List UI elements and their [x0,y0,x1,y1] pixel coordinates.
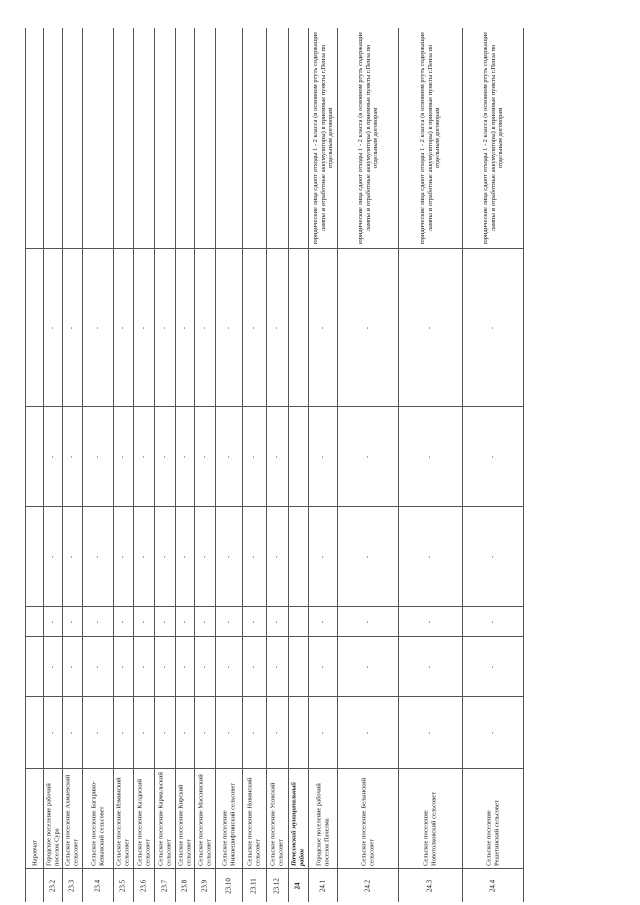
name-cell-text: Сельское поселение Усовский сельсовет [269,782,284,866]
note-cell [26,28,43,248]
value-cell-text: - [224,326,232,329]
value-cell [62,406,82,506]
name-cell [62,768,82,868]
value-cell [288,248,308,406]
value-cell-text: - [363,665,371,668]
value-cell-text: - [93,620,101,623]
table-row [82,28,114,902]
value-cell [154,406,175,506]
number-cell-text: 23.7 [159,879,168,892]
value-cell-text: - [250,455,258,458]
value-cell [215,506,242,606]
value-cell [194,406,215,506]
value-cell [43,248,62,406]
table-row [62,28,83,902]
table-row [288,28,309,902]
value-cell [266,696,288,768]
value-cell [194,606,215,636]
value-cell [462,606,523,636]
name-cell [242,768,266,868]
value-cell [242,506,266,606]
value-cell-text: - [180,326,188,329]
value-cell-text: - [160,731,168,734]
value-cell [288,506,308,606]
value-cell-text: - [224,731,232,734]
value-cell [82,248,113,406]
value-cell [242,696,266,768]
number-cell [398,868,462,902]
table-row [43,28,63,902]
value-cell-text: - [180,665,188,668]
value-cell [113,406,133,506]
name-cell [82,768,113,868]
number-cell-text: 23.10 [223,877,232,894]
table-row [308,28,338,902]
name-cell-text: Сельское поселение Изминский сельсовет [115,776,130,866]
value-cell-text: - [119,326,127,329]
name-cell-text: Сельское поселение Массинский сельсовет [197,773,212,866]
table-row [462,28,524,902]
value-cell-text: - [93,555,101,558]
value-cell [175,606,194,636]
value-cell [242,636,266,696]
value-cell-text: - [139,326,147,329]
value-cell [26,506,43,606]
value-cell [62,636,82,696]
value-cell-text: - [93,731,101,734]
value-cell-text: - [200,455,208,458]
value-cell-text: - [426,620,434,623]
value-cell [242,606,266,636]
name-cell-text: Наровчат [30,839,38,866]
value-cell-text: - [250,731,258,734]
value-cell-text: - [488,555,496,558]
number-cell [154,868,175,902]
value-cell-text: - [139,455,147,458]
value-cell-text: - [488,620,496,623]
value-cell [154,606,175,636]
rotated-data-table [25,28,563,902]
name-cell [113,768,133,868]
value-cell [133,606,154,636]
value-cell-text: - [160,620,168,623]
value-cell [398,506,462,606]
name-cell-text: Сельское поселение Ахмаевский сельсовет [64,774,79,866]
value-cell-text: - [93,326,101,329]
value-cell [175,696,194,768]
value-cell-text: - [180,455,188,458]
value-cell [62,248,82,406]
value-cell [154,248,175,406]
number-cell-text: 23.3 [67,879,76,892]
value-cell-text: - [363,326,371,329]
value-cell [215,606,242,636]
note-cell [215,28,242,248]
number-cell-text: 23.11 [249,877,258,894]
number-cell [337,868,398,902]
value-cell [337,248,398,406]
value-cell-text: - [250,665,258,668]
value-cell [26,248,43,406]
value-cell [288,696,308,768]
note-cell [242,28,266,248]
value-cell [242,248,266,406]
value-cell [26,606,43,636]
value-cell [194,696,215,768]
table-row [194,28,216,902]
name-cell-text: Городское поселение рабочий поселок Пачелма [315,782,330,866]
name-cell-text: Сельское поселение Кармальский сельсовет [157,771,172,866]
value-cell [82,406,113,506]
number-cell-text: 23.12 [272,877,281,894]
name-cell-text: Сельское поселение Калдаский сельсовет [136,778,151,866]
value-cell [215,248,242,406]
value-cell [82,636,113,696]
value-cell [82,696,113,768]
value-cell [62,606,82,636]
note-cell-text: юридические лица сдают отходы 1 - 2 класса (в основном ртуть содержащие лампы и отработные аккумуляторы) в приемные пункты г.Пенза по отдельным договорам [356,31,379,245]
value-cell-text: - [160,326,168,329]
value-cell-text: - [160,455,168,458]
note-cell [62,28,82,248]
number-cell [194,868,215,902]
value-cell-text: - [224,665,232,668]
name-cell [133,768,154,868]
value-cell [398,606,462,636]
value-cell-text: - [180,555,188,558]
value-cell [113,636,133,696]
value-cell [194,248,215,406]
value-cell [308,506,337,606]
value-cell-text: - [363,455,371,458]
table-row [242,28,267,902]
value-cell [337,406,398,506]
number-cell [113,868,133,902]
value-cell-text: - [363,555,371,558]
value-cell [133,636,154,696]
value-cell [266,636,288,696]
table-row [25,28,44,902]
value-cell-text: - [488,731,496,734]
value-cell-text: - [488,665,496,668]
name-cell-text: Сельское поселение Новотолковский сельсовет [422,791,437,866]
note-cell [337,28,398,248]
value-cell [266,248,288,406]
value-cell [337,636,398,696]
value-cell-text: - [119,665,127,668]
value-cell-text: - [273,455,281,458]
note-cell [398,28,462,248]
note-cell-text: юридические лица сдают отходы 1 - 2 класса (в основном ртуть содержащие лампы и отработные аккумуляторы) в приемные пункты г.Пенза по отдельным договорам [481,31,504,245]
value-cell [154,636,175,696]
name-cell [215,768,242,868]
value-cell-text: - [200,665,208,668]
value-cell-text: - [48,555,56,558]
value-cell [82,506,113,606]
note-cell [82,28,113,248]
value-cell [194,506,215,606]
number-cell [266,868,288,902]
value-cell [26,696,43,768]
value-cell-text: - [48,731,56,734]
name-cell-text: Сельское поселение Нижнешифтинский сельсовет [221,782,236,866]
value-cell-text: - [363,731,371,734]
value-cell-text: - [224,455,232,458]
value-cell-text: - [273,326,281,329]
value-cell [288,636,308,696]
name-cell [175,768,194,868]
value-cell [26,406,43,506]
value-cell [398,248,462,406]
value-cell-text: - [426,731,434,734]
value-cell [43,636,62,696]
value-cell-text: - [119,731,127,734]
value-cell-text: - [318,731,326,734]
value-cell [175,506,194,606]
value-cell [113,606,133,636]
value-cell-text: - [273,731,281,734]
value-cell [62,506,82,606]
value-cell [308,406,337,506]
note-cell [266,28,288,248]
value-cell-text: - [68,326,76,329]
name-cell [194,768,215,868]
value-cell [113,506,133,606]
value-cell [462,636,523,696]
number-cell-text: 24.3 [425,879,434,892]
note-cell-text: юридические лица сдают отходы 1 - 2 класса (в основном ртуть содержащие лампы и отработные аккумуляторы) в приемные пункты г.Пенза по отдельным договорам [311,31,334,245]
value-cell [113,248,133,406]
name-cell [43,768,62,868]
number-cell [242,868,266,902]
number-cell [82,868,113,902]
value-cell-text: - [273,620,281,623]
value-cell-text: - [68,731,76,734]
value-cell [308,606,337,636]
number-cell-text: 23.5 [118,879,127,892]
value-cell [154,506,175,606]
number-cell-text: 23.9 [199,879,208,892]
value-cell [215,636,242,696]
value-cell-text: - [426,665,434,668]
value-cell [43,606,62,636]
value-cell-text: - [68,555,76,558]
value-cell-text: - [139,731,147,734]
value-cell-text: - [68,620,76,623]
value-cell-text: - [488,326,496,329]
value-cell [242,406,266,506]
value-cell-text: - [273,665,281,668]
name-cell [154,768,175,868]
note-cell [462,28,523,248]
table-row [215,28,243,902]
value-cell [337,506,398,606]
number-cell [462,868,523,902]
name-cell [462,768,523,868]
note-cell-text: юридические лица сдают отходы 1 - 2 класса (в основном ртуть содержащие лампы и отработные аккумуляторы) в приемные пункты г.Пенза по отдельным договорам [418,31,441,245]
value-cell [215,696,242,768]
value-cell [133,506,154,606]
value-cell [82,606,113,636]
note-cell [133,28,154,248]
value-cell-text: - [48,620,56,623]
value-cell-text: - [119,555,127,558]
value-cell-text: - [250,326,258,329]
value-cell [337,606,398,636]
number-cell-text: 24.2 [362,879,371,892]
value-cell-text: - [160,665,168,668]
number-cell-text: 24.1 [317,879,326,892]
note-cell [154,28,175,248]
value-cell [266,506,288,606]
value-cell-text: - [250,620,258,623]
table-row [337,28,399,902]
number-cell-text: 23.8 [179,879,188,892]
value-cell-text: - [224,555,232,558]
value-cell-text: - [68,455,76,458]
table-row [175,28,195,902]
number-cell [43,868,62,902]
value-cell-text: - [180,620,188,623]
value-cell [43,406,62,506]
value-cell [288,406,308,506]
value-cell-text: - [160,555,168,558]
name-cell [26,768,43,868]
table-row [266,28,289,902]
value-cell-text: - [318,326,326,329]
name-cell-text: Сельское поселение Решетинский сельсовет [485,799,500,866]
number-cell [133,868,154,902]
value-cell-text: - [318,620,326,623]
number-cell-text: 24.4 [487,879,496,892]
value-cell-text: - [200,731,208,734]
value-cell-text: - [93,665,101,668]
number-cell [26,868,43,902]
number-cell [215,868,242,902]
value-cell-text: - [200,555,208,558]
note-cell [43,28,62,248]
number-cell-text: 23.2 [47,879,56,892]
name-cell-text: Пачелмский муниципальный район [290,781,305,866]
value-cell [308,636,337,696]
value-cell-text: - [139,665,147,668]
value-cell-text: - [139,620,147,623]
value-cell-text: - [68,665,76,668]
value-cell-text: - [119,455,127,458]
note-cell [113,28,133,248]
note-cell [175,28,194,248]
value-cell-text: - [224,620,232,623]
value-cell [462,248,523,406]
value-cell [133,406,154,506]
name-cell [308,768,337,868]
value-cell [133,248,154,406]
value-cell [398,406,462,506]
value-cell-text: - [180,731,188,734]
value-cell [194,636,215,696]
value-cell-text: - [426,555,434,558]
name-cell [288,768,308,868]
value-cell [43,696,62,768]
number-cell [175,868,194,902]
name-cell-text: Сельское поселение Багарино-Кевынский сельсовет [90,780,105,866]
value-cell-text: - [200,620,208,623]
number-cell-text: 24 [293,882,302,889]
value-cell-text: - [318,665,326,668]
value-cell [462,406,523,506]
value-cell [337,696,398,768]
value-cell-text: - [119,620,127,623]
number-cell-text: 23.6 [138,879,147,892]
value-cell-text: - [426,455,434,458]
value-cell [154,696,175,768]
value-cell [398,636,462,696]
value-cell [308,248,337,406]
value-cell-text: - [48,326,56,329]
value-cell-text: - [250,555,258,558]
value-cell [62,696,82,768]
name-cell-text: Городское поселение рабочий поселок Сура [45,782,60,866]
name-cell [337,768,398,868]
note-cell [288,28,308,248]
value-cell [175,248,194,406]
value-cell-text: - [363,620,371,623]
value-cell-text: - [200,326,208,329]
number-cell [288,868,308,902]
table-row [154,28,176,902]
value-cell-text: - [48,665,56,668]
value-cell-text: - [318,455,326,458]
value-cell-text: - [426,326,434,329]
value-cell [26,636,43,696]
value-cell-text: - [318,555,326,558]
value-cell [462,696,523,768]
note-cell [308,28,337,248]
table-row [113,28,134,902]
value-cell [266,606,288,636]
value-cell-text: - [139,555,147,558]
table-row [398,28,463,902]
value-cell [215,406,242,506]
value-cell [266,406,288,506]
value-cell-text: - [93,455,101,458]
number-cell [308,868,337,902]
value-cell [175,636,194,696]
name-cell [398,768,462,868]
value-cell-text: - [488,455,496,458]
value-cell-text: - [273,555,281,558]
name-cell-text: Сельское поселение Белынский сельсовет [360,777,375,866]
table-row [133,28,155,902]
value-cell [288,606,308,636]
name-cell [266,768,288,868]
number-cell-text: 23.4 [92,879,101,892]
value-cell [175,406,194,506]
value-cell [43,506,62,606]
name-cell-text: Сельское поселение Новинский сельсовет [246,777,261,866]
number-cell [62,868,82,902]
value-cell [113,696,133,768]
value-cell-text: - [48,455,56,458]
value-cell [308,696,337,768]
value-cell [462,506,523,606]
value-cell [398,696,462,768]
value-cell [133,696,154,768]
name-cell-text: Сельское поселение Кирский сельсовет [177,784,192,866]
note-cell [194,28,215,248]
